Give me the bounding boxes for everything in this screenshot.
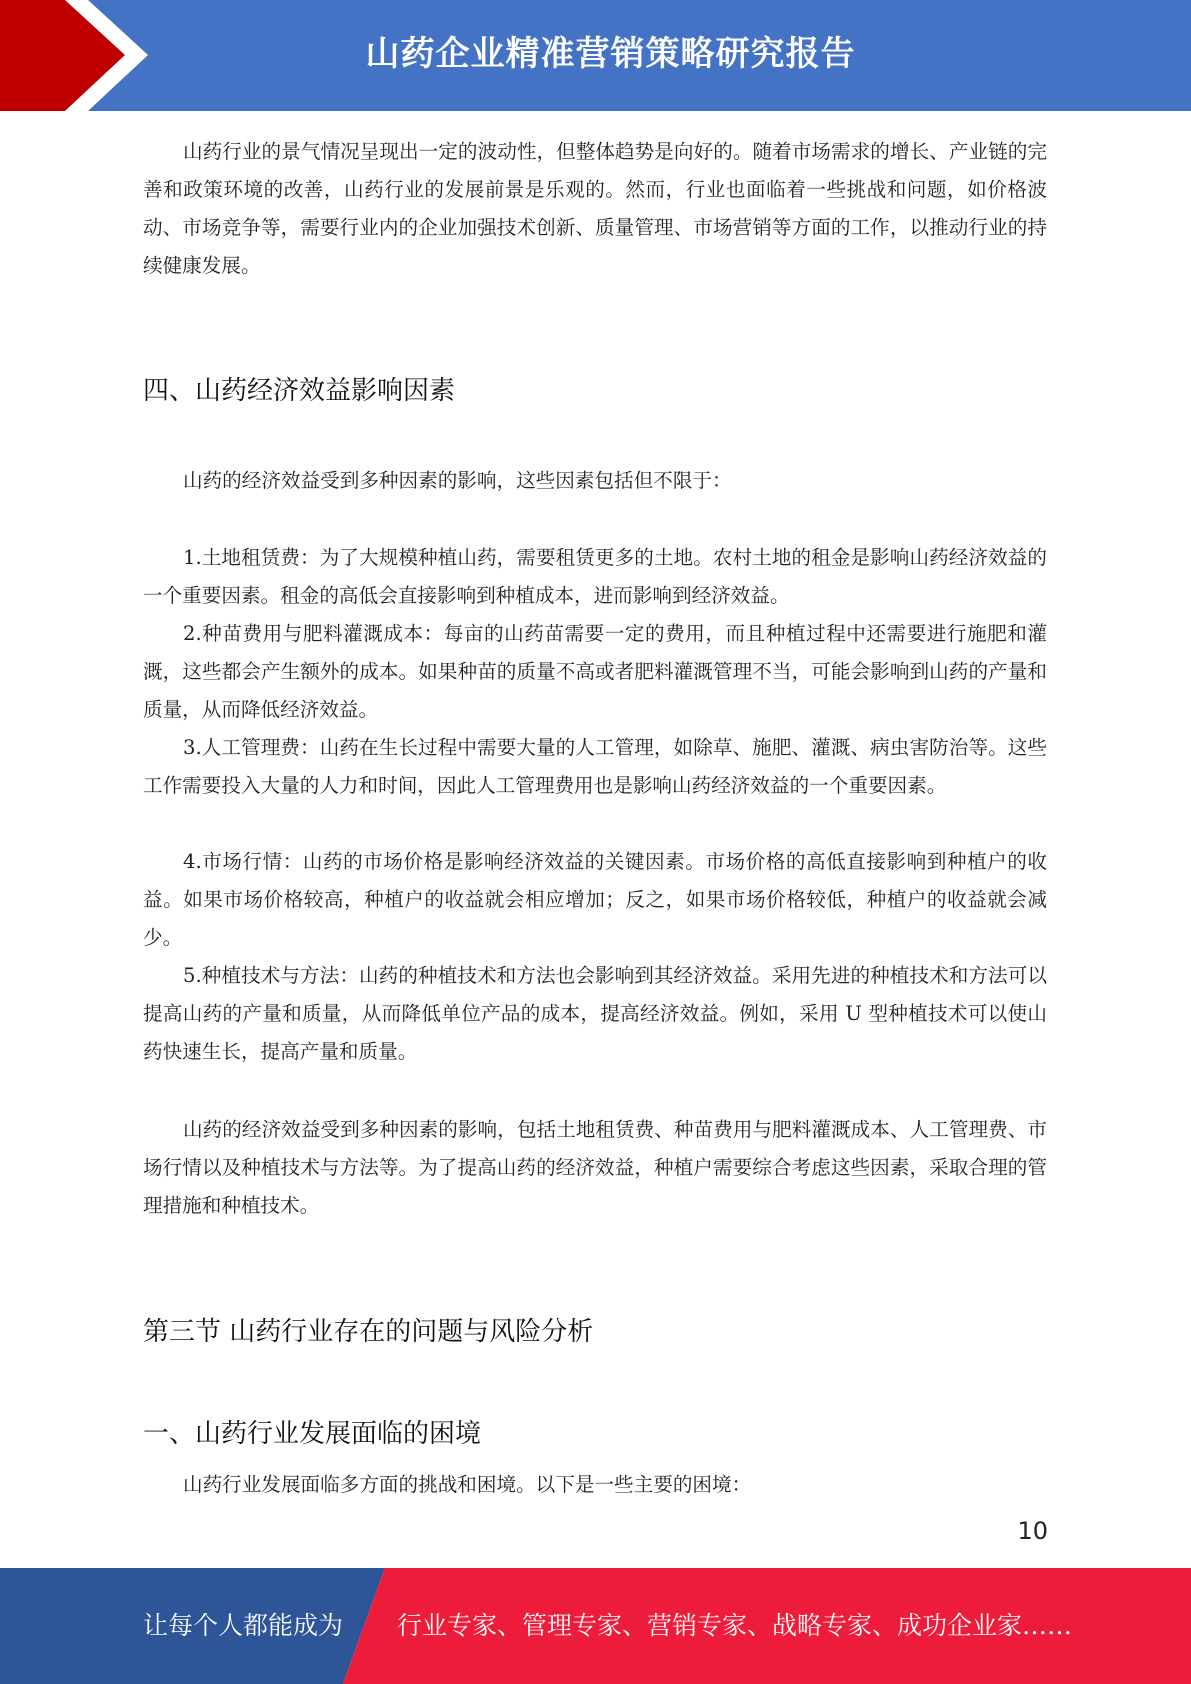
footer-slogan-right: 行业专家、管理专家、营销专家、战略专家、成功企业家……	[397, 1611, 1073, 1640]
list-item-labor-cost: 3.人工管理费：山药在生长过程中需要大量的人工管理，如除草、施肥、灌溉、病虫害防治等。这些工作需要投入大量的人力和时间，因此人工管理费用也是影响山药经济效益的一个重要因素。	[143, 736, 1047, 797]
page-header	[0, 0, 1191, 111]
footer-slogan-left: 让每个人都能成为	[143, 1611, 344, 1640]
report-title: 山药企业精准营销策略研究报告	[365, 34, 856, 74]
list-item-land-rent: 1.土地租赁费：为了大规模种植山药，需要租赁更多的土地。农村土地的租金是影响山药经济效益的一个重要因素。租金的高低会直接影响到种植成本，进而影响到经济效益。	[143, 546, 1047, 607]
heading-industry-dilemma: 一、山药行业发展面临的困境	[143, 1419, 482, 1449]
paragraph-intro: 山药的经济效益受到多种因素的影响，这些因素包括但不限于：	[183, 469, 732, 492]
paragraph-dilemma-intro: 山药行业发展面临多方面的挑战和困境。以下是一些主要的困境：	[183, 1473, 752, 1496]
heading-section-three: 第三节 山药行业存在的问题与风险分析	[143, 1317, 594, 1347]
list-item-planting-tech: 5.种植技术与方法：山药的种植技术和方法也会影响到其经济效益。采用先进的种植技术和方法可以提高山药的产量和质量，从而降低单位产品的成本，提高经济效益。例如，采用 U 型种植技术可以使山药快速生长，提高产量和质量。	[143, 964, 1047, 1063]
heading-economic-factors: 四、山药经济效益影响因素	[143, 376, 456, 406]
page-footer	[0, 1568, 1191, 1684]
paragraph-industry-outlook: 山药行业的景气情况呈现出一定的波动性，但整体趋势是向好的。随着市场需求的增长、产业链的完善和政策环境的改善，山药行业的发展前景是乐观的。然而，行业也面临着一些挑战和问题，如价格波动、市场竞争等，需要行业内的企业加强技术创新、质量管理、市场营销等方面的工作，以推动行业的持续健康发展。	[143, 140, 1047, 277]
list-item-market: 4.市场行情：山药的市场价格是影响经济效益的关键因素。市场价格的高低直接影响到种植户的收益。如果市场价格较高，种植户的收益就会相应增加；反之，如果市场价格较低，种植户的收益就会减少。	[143, 850, 1047, 949]
list-item-seedling-cost: 2.种苗费用与肥料灌溉成本：每亩的山药苗需要一定的费用，而且种植过程中还需要进行施肥和灌溉，这些都会产生额外的成本。如果种苗的质量不高或者肥料灌溉管理不当，可能会影响到山药的产量和质量，从而降低经济效益。	[143, 622, 1047, 721]
paragraph-summary: 山药的经济效益受到多种因素的影响，包括土地租赁费、种苗费用与肥料灌溉成本、人工管理费、市场行情以及种植技术与方法等。为了提高山药的经济效益，种植户需要综合考虑这些因素，采取合理的管理措施和种植技术。	[143, 1118, 1047, 1217]
page-number: 10	[1017, 1517, 1048, 1545]
